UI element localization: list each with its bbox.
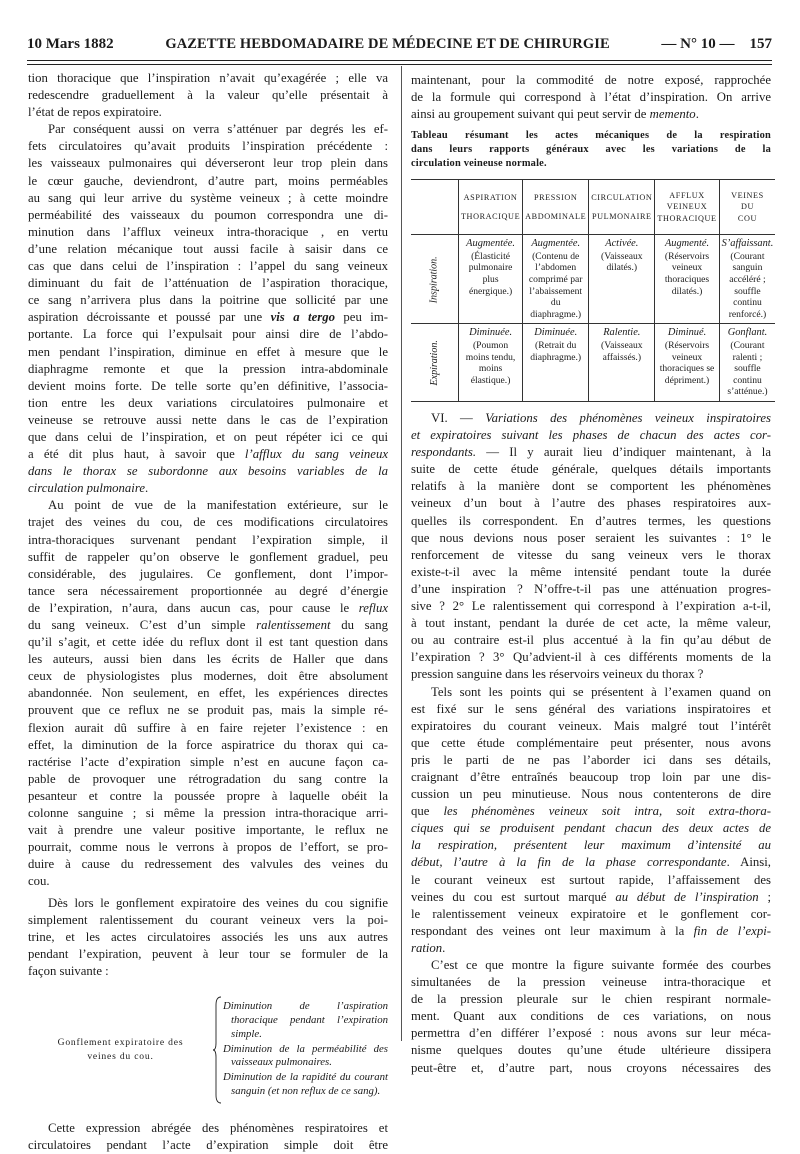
emphasis: l’afflux du sang veineux [244,447,389,462]
paragraph [28,1120,388,1154]
text-line: Cette expression abrégée des phénomènes respiratoires et [48,1120,388,1135]
cell-body: (Contenu de l’abdomen comprimé par l’abaissement du diaphragme.) [528,250,583,320]
text-line: quelles ils correspondent. En d’autres termes, les questions [411,513,771,528]
text-run: — Il y aurait lieu d’indiquer maintenant, à la [476,445,771,460]
header-date: 10 Mars 1882 [27,36,114,52]
text-line: circulatoires pendant l’acte d’expiration simple doit être [28,1138,388,1153]
text-line: les auteurs, aussi bien dans les écrits de Haller que dans [28,652,388,667]
cell-head: Diminuée. [469,327,513,339]
text-line [411,940,771,957]
text-line: devient moins forte. De telle sorte qu’en définitive, l’associa- [28,378,388,393]
text-line: Au point de vue de la manifestation extérieure, sur le [48,498,388,513]
text-line: veineuse se retrouve aussi nette dans le cas de l’expiration [28,412,388,427]
text-line [411,889,771,906]
text-run: . [695,107,699,122]
text-line: Dès lors le gonflement expiratoire des veines du cou signifie [48,895,388,910]
emphasis-line: ciques qui se produisent pendant chacun des deux actes de [411,821,771,836]
column-header [523,180,589,235]
header-line: ABDOMINALE [525,212,587,222]
text-line [411,923,771,940]
summary-item: Diminution de la perméabilité des vaisseaux pulmonaires. [223,1042,388,1069]
expiration-summary [28,990,388,1110]
text-line: que dans celui de l’inspiration, et on peut répéter ici ce qui [28,429,388,444]
text-run: ainsi au groupement suivant qui peut servir de [411,107,647,122]
text-line [28,600,388,617]
text-line: existe-t-il avec la même intensité pendant toute la durée [411,564,771,579]
text-line: le ralentissement veineux expiratoire et le gonflement cor- [411,906,771,921]
emphasis: reflux [358,600,389,615]
cell-head: Gonflant. [727,327,768,339]
page-number: 157 [749,36,772,52]
text-line: Par conséquent aussi on verra s’atténuer par degrés les ef- [48,122,388,137]
paragraph [28,895,388,980]
header-line: VEINES [731,190,764,200]
text-line [28,309,388,326]
text-line: suite de cette étude générale, quelques détails importants [411,462,771,477]
table-cell [458,235,522,324]
text-line: minution dans l’afflux veineux intra-thoracique , en vertu [28,224,388,239]
cell-head: Ralentie. [603,327,641,339]
paragraph [28,121,388,497]
header-line: AFFLUX [669,190,705,200]
respiration-table [411,179,775,402]
text-run: que [411,804,430,819]
emphasis: memento [649,107,696,122]
text-line: qu’il s’agit, et cette idée du reflux dont il est tant question dans [28,635,388,650]
text-line: intra-thoraciques survenant pendant l’expiration simple, il [28,532,388,547]
column-header [719,180,775,235]
text-line: ce sang n’arrivera plus dans la poitrine que sollicité par une [28,293,388,308]
text-line [411,444,771,461]
text-line: ment. Quant aux conditions de ces variations, on nous [411,1009,771,1024]
text-line: pression sanguine dans les réservoirs veineux du thorax ? [411,667,704,682]
text-line: pendant l’expiration, peuvent à leur tour se formuler de la [28,946,388,961]
table-cell [655,235,719,324]
emphasis: début, l’autre à la fin de la phase correspondante [411,855,727,870]
text-line: renforcement de vitesse du sang veineux vers le thorax [411,547,771,562]
text-run: aspiration décroissante et poussé par une [28,310,263,325]
text-run: du sang [330,618,389,632]
table-header-row [411,180,775,235]
text-line [411,410,771,427]
text-line: de la pression pleurale sur le chien respirant normale- [411,992,771,1007]
text-line: trajet des veines du cou, de ces modifications circulatoires [28,515,388,530]
emphasis: au début de l’inspiration [615,889,759,904]
table-cell [719,324,775,402]
table-cell [589,324,655,402]
header-line: VEINEUX [666,202,708,212]
text-line: permettra d’en différer l’exposé : nous avons sur leur méca- [411,1026,771,1041]
text-run: . [144,481,149,496]
text-line: C’est ce que montre la figure suivante formée des courbes [431,958,771,972]
text-line [28,617,388,634]
cell-body: (Réservoirs veineux thoraciques se dépriment.) [659,340,715,386]
header-title: GAZETTE HEBDOMADAIRE DE MÉDECINE ET DE CHIRURGIE [165,36,610,52]
text-run: . Ainsi, [726,855,771,870]
cell-body: (Retrait du diaphragme.) [530,340,582,363]
emphasis: ralentissement [256,618,331,632]
text-run: peu im- [334,310,388,325]
text-line: tion entre les deux variations circulatoires pulmonaire et [28,395,388,410]
text-run: ; [758,889,772,904]
text-line: portante. La force qui l’expulsait pour ainsi dire de l’abdo- [28,327,388,342]
cell-body: (Élasticité pulmonaire plus énergique.) [468,250,513,297]
text-line: prouvent que ce reflux ne se produit pas, mais la simple ré- [28,703,388,718]
emphasis: fin de l’expi- [693,923,771,938]
text-line: perméabilité des vaisseaux du poumon correspondra une di- [28,207,388,222]
table-cell [655,324,719,402]
text-line: abandonnée. Non seulement, en effet, les expériences directes [28,686,388,701]
summary-key-line: veines du cou. [87,1050,154,1062]
column-header [589,180,655,235]
text-run: respondant des veines ont leur maximum à la [411,923,685,938]
text-run: de l’expiration, n’aura, dans aucun cas, pour cause le [28,600,350,615]
section-number: VI. — [431,411,473,425]
paragraph [411,957,771,1077]
text-line: pable de provoquer une rétrogradation du sang contre la [28,771,388,786]
paragraph [411,410,771,684]
summary-item: Diminution de la rapidité du courant sanguin (et non reflux de ce sang). [223,1071,388,1097]
column-rule [401,66,402,1041]
emphasis-line: dans le thorax se subordonne aux besoins variables de la [28,464,388,479]
text-line: façon suivante : [28,963,109,978]
text-line [28,480,388,497]
text-line: considérable, des jugulaires. Ce gonflement, dont l’impor- [28,566,388,581]
section-title: respondants. [411,445,477,460]
paragraph [28,497,388,890]
phase-label: Expiration. [428,340,440,386]
text-line: nisme quelques doutes qu’une étude ultérieure dissipera [411,1043,771,1058]
paragraph [28,70,388,121]
cell-body: (Poumon moins tendu, moins élastique.) [465,340,516,386]
section-title-line: et expiratoires suivant les phases de chacun des actes cor- [411,428,771,443]
text-run: . [442,940,446,955]
header-rule [27,60,772,65]
text-line: sive ? 2° Le ralentissement qui correspond à l’expiration a-t-il, [411,599,771,614]
text-line: flexion aurait dû suffire à en faire rejeter l’existence : en [28,720,388,735]
text-line [411,803,771,820]
emphasis: circulation pulmonaire [28,481,145,496]
table-row [411,324,775,402]
text-line: diaphragme remonte et que la pression intra-abdominale [28,361,388,376]
text-line [411,106,771,123]
table-caption [411,129,771,171]
header-line: DU [740,202,754,212]
text-line: pourrait, comme nous le verrons à propos de l’effort, se pro- [28,840,388,855]
brace-icon [213,995,223,1105]
cell-head: S’affaissant. [721,238,774,250]
phase-header [411,180,458,235]
cell-head: Augmenté. [664,238,710,250]
text-line: Tels sont les points qui se présentent à l’examen quand on [431,684,771,699]
cell-body: (Vaisseaux dilatés.) [601,250,643,274]
left-column [28,70,388,1154]
text-line: d’une relation mécanique tout aussi facile à saisir dans ce [28,241,388,256]
header-line: CIRCULATION [591,192,653,202]
text-line: d’une inspiration ? N’offre-t-il pas une atténuation progres- [411,581,771,596]
section-title: Variations des phénomènes veineux inspiratoires [485,411,771,425]
text-line: au sang qui leur arrive du système veineux ; à cette moindre [28,190,388,205]
text-line: trine, et les actes circulatoires associés les uns aux autres [28,929,388,944]
phase-cell [411,324,458,402]
text-line: est fixé sur le sens général des variations inspiratoires et [411,701,771,716]
cell-head: Diminué. [667,327,707,339]
text-line: que cette étude complémentaire peut présenter, nous avons [411,735,771,750]
paragraph [411,684,771,958]
text-line: de la formule qui correspond à l’état d’inspiration. On arrive [411,90,771,105]
cell-body: (Vaisseaux affaissés.) [601,340,643,363]
text-line: colonne sanguine ; si même la pression intra-thoracique arri- [28,806,388,821]
text-line: relatifs à la manière dont se comportent les phénomènes [411,479,771,494]
table-cell [719,235,775,324]
text-line: les vaisseaux pulmonaires qui déverseront leur trop plein dans [28,156,388,171]
text-line: duire à cause du redressement des valvules des veines du [28,857,388,872]
text-line: pesanteur et contre la poussée propre à laquelle obéit la [28,788,388,803]
text-line: diminuant du fait de l’atténuation de l’aspiration thoracique, [28,276,388,291]
table-cell [523,324,589,402]
text-line: l’état de repos expiratoire. [28,105,162,120]
header-line: ASPIRATION [463,192,518,202]
cell-body: (Courant sanguin accéléré ; souffle continu renforcé.) [728,250,767,320]
text-line: effet, la diminution de la force aspiratrice du thorax qui ca- [28,737,388,752]
text-line: ractérise l’acte d’expiration simple n’est en aucune façon ca- [28,754,388,769]
summary-key [28,1036,213,1064]
table-cell [458,324,522,402]
running-header [27,36,772,58]
text-line: pris le parti de ne pas l’aborder ici dans ses détails, [411,752,771,767]
emphasis: les phénomènes veineux soit intra, soit extra-thora- [443,804,771,819]
text-line: cou. [28,874,50,889]
text-line: craignant d’être entraînés beaucoup trop loin par une dis- [411,769,771,784]
text-run: du sang veineux. C’est d’un simple [28,618,246,632]
text-line: peut-être et, d’autre part, nous croyons nécessaires des [411,1060,771,1075]
emphasis: vis a tergo [270,310,335,325]
header-line: THORACIQUE [657,214,717,224]
header-line: COU [737,214,757,224]
text-line: cas que dans celui de l’inspiration : l’appel du sang veineux [28,259,388,274]
paragraph [411,72,771,123]
text-line: le cœur gauche, deviendront, d’autre part, moins perméables [28,173,388,188]
text-line: veineux d’un bout à l’autre des phases respiratoires aux- [411,496,771,511]
caption-line: Tableau résumant les actes mécaniques de la respiration [411,130,771,142]
header-line: PULMONAIRE [591,212,652,222]
text-line: ou au contraire est-il plus accentué à la fin qu’au début de [411,633,771,648]
text-run: a été dit plus haut, à savoir que [28,447,235,462]
text-line: redescendre graduellement à la valeur qu’elle présentait à [28,88,388,103]
phase-cell [411,235,458,324]
column-header [655,180,719,235]
emphasis: ration [411,940,443,955]
text-line [411,854,771,871]
text-line [28,446,388,463]
text-line: expiratoires du courant veineux. Mais malgré tout l’intérêt [411,718,771,733]
text-line: men pendant l’inspiration, diminue en effet à mesure que le [28,344,388,359]
right-column [411,72,774,1077]
header-line: THORACIQUE [460,212,521,222]
text-line: fets circulatoires qu’avait produits l’inspiration précédente : [28,139,388,154]
text-line: suffit de rappeler qu’on observe le gonflement graduel, peu [28,549,388,564]
column-header [458,180,522,235]
text-line: maintenant, pour la commodité de notre exposé, rapprochée [411,73,771,87]
cell-head: Augmentée. [466,238,515,250]
caption-line: dans leurs rapports généraux avec les variations de la [411,144,771,156]
text-line: à tout instant, pendant la durée de cet acte, la même valeur, [411,616,771,631]
phase-label: Inspiration. [428,255,440,303]
emphasis-line: la respiration, présentent leur maximum d’intensité au [411,838,771,853]
table-cell [589,235,655,324]
caption-line: circulation veineuse normale. [411,158,547,170]
text-line: que nous devions nous poser seraient les suivantes : 1° le [411,530,771,545]
text-line: tance sera nécessairement proportionnée au degré d’énergie [28,583,388,598]
cell-body: (Réservoirs veineux thoraciques dilatés.) [664,250,710,297]
header-line: PRESSION [533,192,578,202]
cell-head: Activée. [605,238,639,250]
text-line: vait à prendre une valeur positive importante, le reflux ne [28,823,388,838]
summary-key-line: Gonflement expiratoire des [57,1036,184,1048]
text-run: veines du cou est surtout marqué [411,889,607,904]
text-line: tion thoracique que l’inspiration n’avait qu’exagérée ; elle va [28,71,388,85]
summary-item: Diminution de l’aspiration thoracique pendant l’expiration simple. [223,1000,388,1040]
text-line: ceux de physiologistes plus modernes, doit être absolument [28,669,388,684]
text-line: le courant veineux est surtout rapide, l’affaissement des [411,872,771,887]
text-line: simultanées de la pression veineuse intra-thoracique et [411,975,771,990]
table-cell [523,235,589,324]
issue-number: — N° 10 — [661,36,735,52]
header-issue [661,36,772,53]
cell-body: (Courant ralenti ; souffle continu s’atténue.) [727,340,768,398]
text-line: l’expiration ? 3° Qu’advient-il à ces différents moments de la [411,650,771,665]
cell-head: Augmentée. [531,238,581,250]
table-row [411,235,775,324]
text-line: simplement ralentissement du courant veineux vers la poi- [28,912,388,927]
text-line: cussion un peu minutieuse. Nous nous contenterons de dire [411,787,771,802]
cell-head: Diminuée. [534,327,578,339]
summary-items [223,1000,388,1100]
